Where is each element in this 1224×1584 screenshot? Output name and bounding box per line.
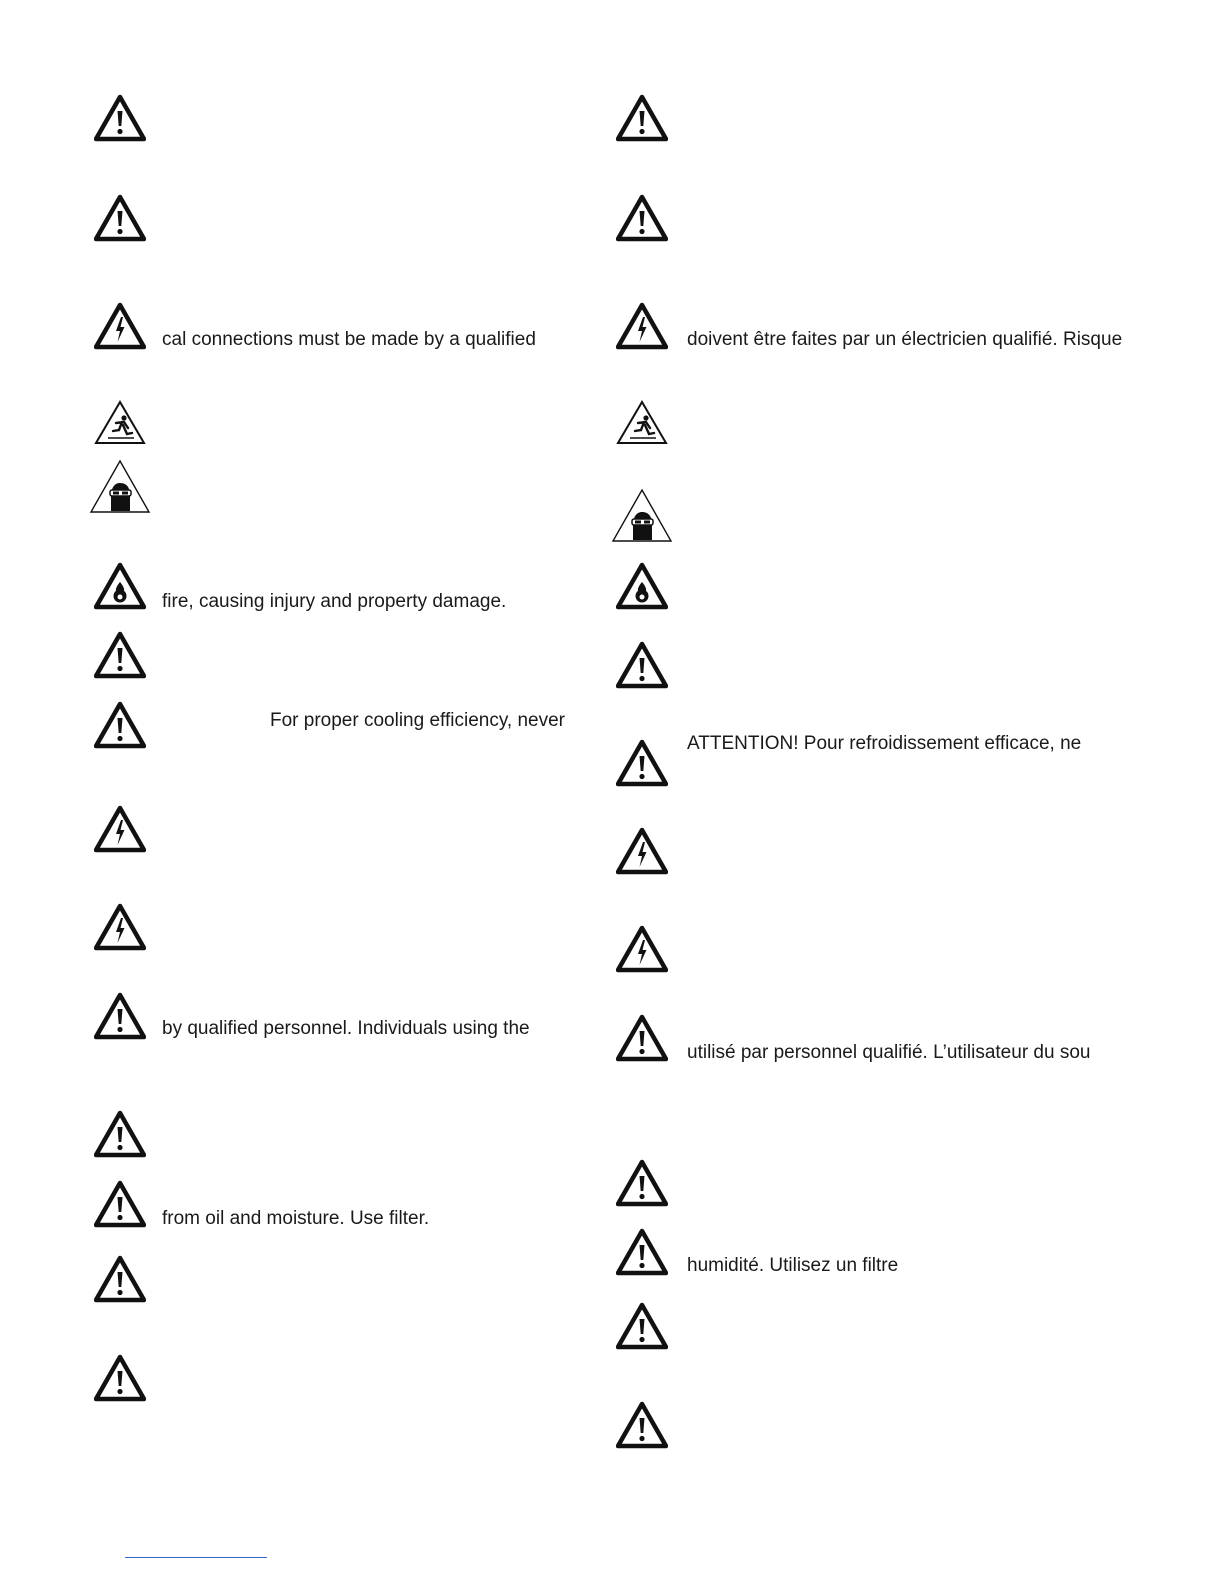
electric-shock-icon: [616, 827, 668, 875]
slip-hazard-icon: [94, 398, 146, 446]
warning-icon: [616, 194, 668, 242]
warning-icon: [94, 1354, 146, 1402]
warning-icon: [94, 1180, 146, 1228]
slip-hazard-icon: [616, 398, 668, 446]
fire-hazard-icon: [616, 562, 668, 610]
electric-shock-icon: [94, 903, 146, 951]
footer-link-underline: [125, 1557, 267, 1558]
safety-goggles-icon: [611, 488, 673, 544]
warning-icon: [616, 94, 668, 142]
warning-icon: [616, 1159, 668, 1207]
electric-shock-icon: [616, 925, 668, 973]
warning-icon: [616, 1014, 668, 1062]
warning-icon: [94, 1110, 146, 1158]
electric-shock-icon: [94, 302, 146, 350]
left-text-line: cal connections must be made by a qualified: [162, 329, 536, 350]
warning-icon: [94, 992, 146, 1040]
warning-icon: [94, 94, 146, 142]
right-text-line: humidité. Utilisez un filtre: [687, 1255, 899, 1276]
warning-icon: [616, 1401, 668, 1449]
warning-icon: [616, 1228, 668, 1276]
fire-hazard-icon: [94, 562, 146, 610]
warning-icon: [94, 194, 146, 242]
left-text-line: fire, causing injury and property damage.: [162, 591, 507, 612]
safety-goggles-icon: [89, 459, 151, 515]
warning-icon: [616, 1302, 668, 1350]
left-text-line: For proper cooling efficiency, never: [270, 710, 566, 731]
electric-shock-icon: [616, 302, 668, 350]
right-text-line: utilisé par personnel qualifié. L’utilisateur du sou: [687, 1042, 1091, 1063]
electric-shock-icon: [94, 805, 146, 853]
warning-icon: [94, 701, 146, 749]
right-text-line: ATTENTION! Pour refroidissement efficace, ne: [687, 733, 1082, 754]
left-text-line: by qualified personnel. Individuals using the: [162, 1018, 530, 1039]
warning-icon: [94, 631, 146, 679]
warning-icon: [616, 641, 668, 689]
right-text-line: doivent être faites par un électricien qualifié. Risque: [687, 329, 1123, 350]
warning-icon: [616, 739, 668, 787]
left-text-line: from oil and moisture. Use filter.: [162, 1208, 430, 1229]
warning-icon: [94, 1255, 146, 1303]
